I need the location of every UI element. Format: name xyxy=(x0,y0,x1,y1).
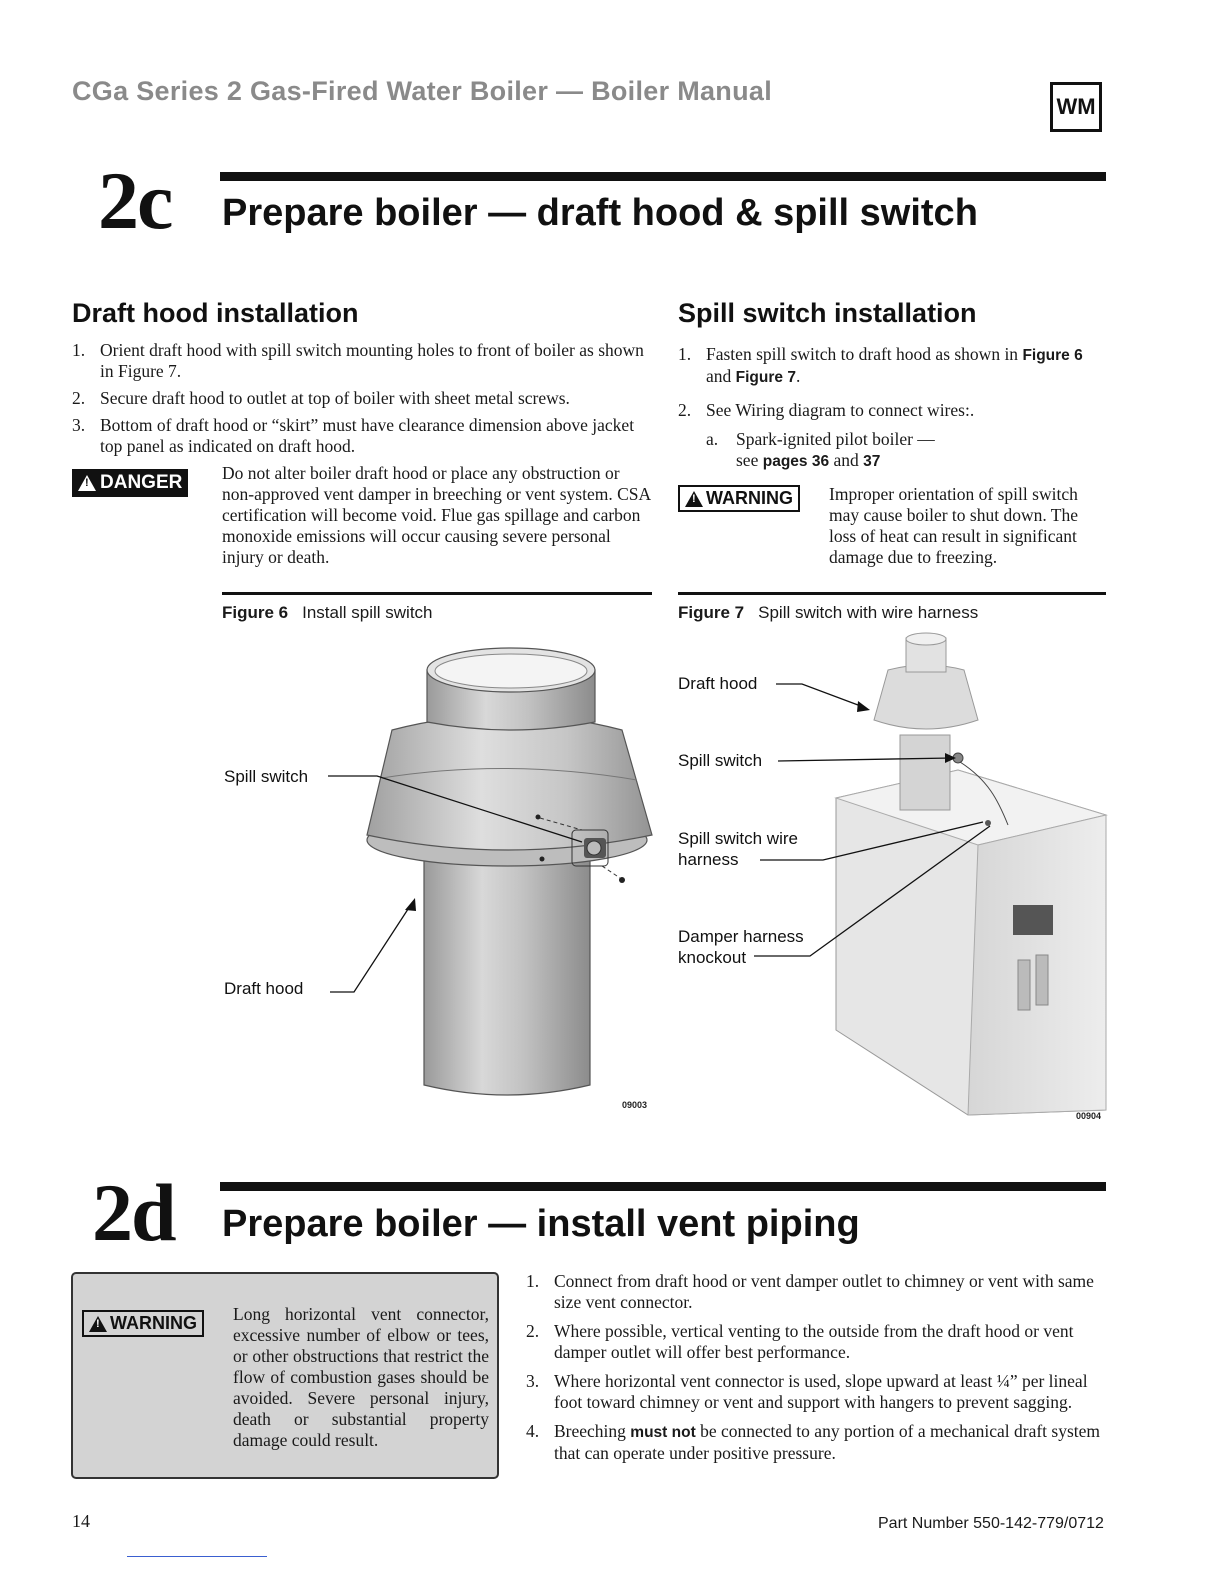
warning-badge: ! WARNING xyxy=(678,485,800,512)
warning-triangle-icon: ! xyxy=(89,1316,107,1332)
arrow-head-icon xyxy=(857,701,870,712)
figure-7-code: 00904 xyxy=(1076,1111,1102,1121)
page-number: 14 xyxy=(72,1511,90,1531)
figure-7-illustration xyxy=(668,630,1113,1125)
section-2c-title: Prepare boiler — draft hood & spill switch xyxy=(222,192,978,234)
arrow-head-icon xyxy=(405,898,416,911)
screw-mid xyxy=(540,857,545,862)
figure-6-rule xyxy=(222,592,652,595)
vent-piping-steps xyxy=(526,1271,1108,1470)
section-2d-title: Prepare boiler — install vent piping xyxy=(222,1203,860,1245)
warning-text: Improper orientation of spill switch may cause boiler to shut down. The loss of heat can result in significant damage due to freezing. xyxy=(829,484,1078,567)
figure-7-rule xyxy=(678,592,1106,595)
draft-hood-steps xyxy=(72,340,652,463)
figure-6-code: 09003 xyxy=(622,1100,648,1110)
fig7-label-damper-knockout: Damper harness knockout xyxy=(678,927,804,967)
screw-top xyxy=(536,815,541,820)
spill-switch-heading: Spill switch installation xyxy=(678,298,977,328)
warning-badge: ! WARNING xyxy=(82,1310,204,1337)
boiler-control-panel xyxy=(1013,905,1053,935)
screw-guide-bottom xyxy=(602,866,620,878)
section-2d-number: 2d xyxy=(92,1167,175,1258)
list-item: 2. Secure draft hood to outlet at top of boiler with sheet metal screws. xyxy=(72,388,570,408)
draft-hood-heading: Draft hood installation xyxy=(72,298,359,328)
damper-knockout xyxy=(985,820,991,826)
collar-opening xyxy=(906,633,946,645)
draft-hood-body xyxy=(874,665,978,729)
list-item: 4. Breeching must not be connected to any portion of a mechanical draft system that can operate under positive pressure. xyxy=(526,1421,1101,1463)
list-item: 1. Orient draft hood with spill switch mounting holes to front of boiler as shown in Figure 7. xyxy=(72,340,644,381)
fig6-label-draft-hood: Draft hood xyxy=(224,979,304,998)
list-item: 3. Bottom of draft hood or “skirt” must have clearance dimension above jacket top panel as indicated on draft hood. xyxy=(72,415,635,456)
section-2c-rule xyxy=(220,172,1106,181)
fig6-label-spill-switch: Spill switch xyxy=(224,767,309,786)
fig7-label-draft-hood: Draft hood xyxy=(678,674,758,693)
part-number: Part Number 550-142-779/0712 xyxy=(878,1515,1104,1532)
vent-warning-text: Long horizontal vent connector, excessive number of elbow or tees, or other obstructions that restrict the flow of combustion gases should be avoided. Severe personal injury, death or substantial property damage could result. xyxy=(233,1304,489,1450)
list-item: a. Spark-ignited pilot boiler — see pages 36 and 37 xyxy=(706,429,935,470)
footer-link-rule xyxy=(127,1556,267,1557)
danger-text: Do not alter boiler draft hood or place any obstruction or non-approved vent damper in breeching or vent system. CSA certification will become void. Flue gas spillage and carbon monoxide emissions will occur causing severe personal injury or death. xyxy=(222,463,651,567)
danger-badge: ! DANGER xyxy=(72,469,188,497)
list-item: 2. Where possible, vertical venting to the outside from the draft hood or vent damper outlet will offer best performance. xyxy=(526,1321,1074,1362)
warning-triangle-icon: ! xyxy=(685,491,703,507)
vent-pipe xyxy=(900,735,950,810)
vent-pipe xyxy=(424,848,590,1095)
figure-7-caption: Figure 7 Spill switch with wire harness xyxy=(678,603,979,622)
fig7-label-wire-harness: Spill switch wire harness xyxy=(678,829,798,869)
list-item: 1. Connect from draft hood or vent damper outlet to chimney or vent with same size vent connector. xyxy=(526,1271,1094,1312)
screw-bottom xyxy=(619,877,625,883)
boiler-louver xyxy=(1018,960,1030,1010)
section-2c-number: 2c xyxy=(98,155,172,246)
collar-inner xyxy=(435,654,587,688)
boiler-louver xyxy=(1036,955,1048,1005)
list-item: 2. See Wiring diagram to connect wires:. xyxy=(678,400,975,420)
warning-triangle-icon: ! xyxy=(78,475,96,491)
fig7-label-spill-switch: Spill switch xyxy=(678,751,763,770)
list-item: 1. Fasten spill switch to draft hood as shown in Figure 6 and Figure 7. xyxy=(678,344,1083,386)
draft-hood-body xyxy=(367,715,652,850)
section-2d-rule xyxy=(220,1182,1106,1191)
draft-hood-leader xyxy=(330,903,412,992)
document-title: CGa Series 2 Gas-Fired Water Boiler — Boiler Manual xyxy=(72,76,773,106)
draft-hood-leader xyxy=(776,684,866,708)
spill-switch-disc xyxy=(587,841,601,855)
list-item: 3. Where horizontal vent connector is used, slope upward at least ¼” per lineal foot toward chimney or vent and support with hangers to prevent sagging. xyxy=(526,1371,1088,1412)
weil-mclain-logo: WM xyxy=(1050,82,1102,132)
figure-6-illustration xyxy=(222,630,662,1120)
spill-switch-steps xyxy=(678,344,1108,478)
figure-6-caption: Figure 6 Install spill switch xyxy=(222,603,433,622)
